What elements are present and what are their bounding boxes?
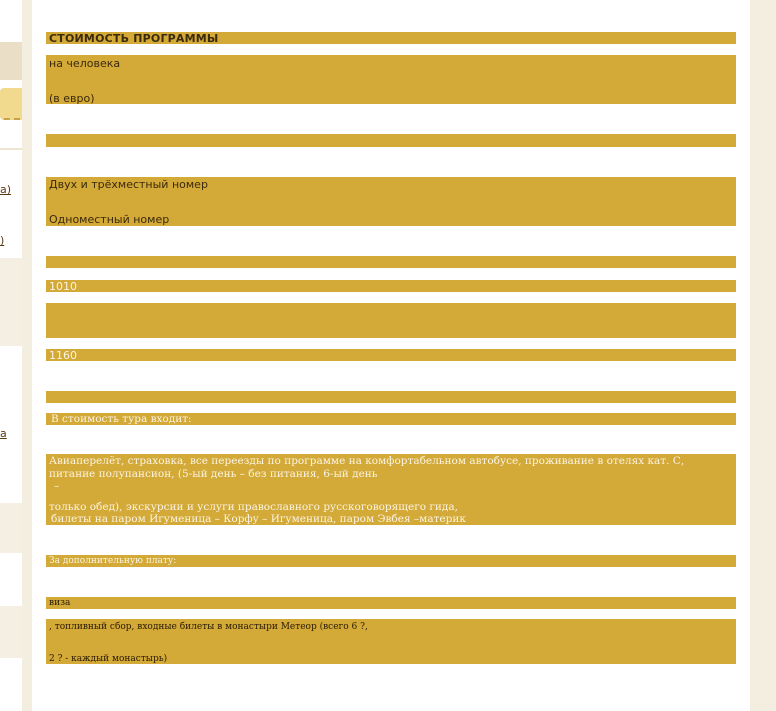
extra-line-1: , топливный сбор, входные билеты в монастыри Метеор (всего 6 ?, (49, 622, 368, 632)
price-heading: СТОИМОСТЬ ПРОГРАММЫ (49, 32, 219, 44)
price-heading-band (46, 32, 736, 44)
includes-line-1: Авиаперелёт, страховка, все переезды по программе на комфортабельном автобусе, проживание в отелях кат. С, (49, 455, 685, 467)
sidebar-link-3[interactable]: а (0, 427, 7, 440)
per-person-label: на человека (49, 57, 121, 70)
includes-line-3: – (54, 480, 60, 492)
spacer-band (46, 256, 736, 268)
includes-heading: В стоимость тура входит: (51, 413, 192, 425)
sidebar-panel (0, 503, 22, 553)
extra-line-2: 2 ? - каждый монастырь) (49, 654, 168, 664)
room-double-triple-label: Двух и трёхместный номер (49, 178, 208, 191)
spacer-band (46, 303, 736, 338)
includes-band (46, 454, 736, 525)
price-single-band (46, 349, 736, 361)
room-single-label: Одноместный номер (49, 213, 170, 226)
currency-label: (в евро) (49, 92, 95, 104)
left-sidebar-edge (0, 0, 22, 711)
sidebar-link-2[interactable]: ) (0, 234, 5, 247)
extra-heading: За дополнительную плату: (49, 556, 177, 566)
spacer-band (46, 134, 736, 147)
price-double-triple: 1010 (49, 280, 77, 292)
visa-label: виза (49, 598, 71, 608)
room-types-band (46, 177, 736, 226)
sidebar-tab-button[interactable] (0, 88, 22, 120)
includes-line-5: билеты на паром Игуменица – Корфу – Игуменица, паром Эвбея –материк (51, 513, 466, 525)
sidebar-panel (0, 258, 22, 346)
visa-band (46, 597, 736, 609)
price-single: 1160 (49, 349, 77, 361)
price-double-band (46, 280, 736, 292)
left-border-stripe (22, 0, 32, 711)
includes-line-4: только обед), экскурсии и услуги православного русскоговорящего гида, (49, 501, 458, 513)
main-content (32, 0, 750, 711)
extra-heading-band (46, 555, 736, 567)
sidebar-link-1[interactable]: а) (0, 183, 12, 196)
sidebar-divider (0, 148, 22, 150)
includes-line-2: питание полупансион, (5-ый день – без питания, 6-ый день (49, 468, 378, 480)
extra-details-band (46, 619, 736, 664)
per-person-band (46, 55, 736, 104)
includes-heading-band (46, 413, 736, 425)
sidebar-tab-shadow (0, 42, 22, 80)
spacer-band (46, 391, 736, 403)
sidebar-panel (0, 606, 22, 658)
right-border-stripe (750, 0, 776, 711)
